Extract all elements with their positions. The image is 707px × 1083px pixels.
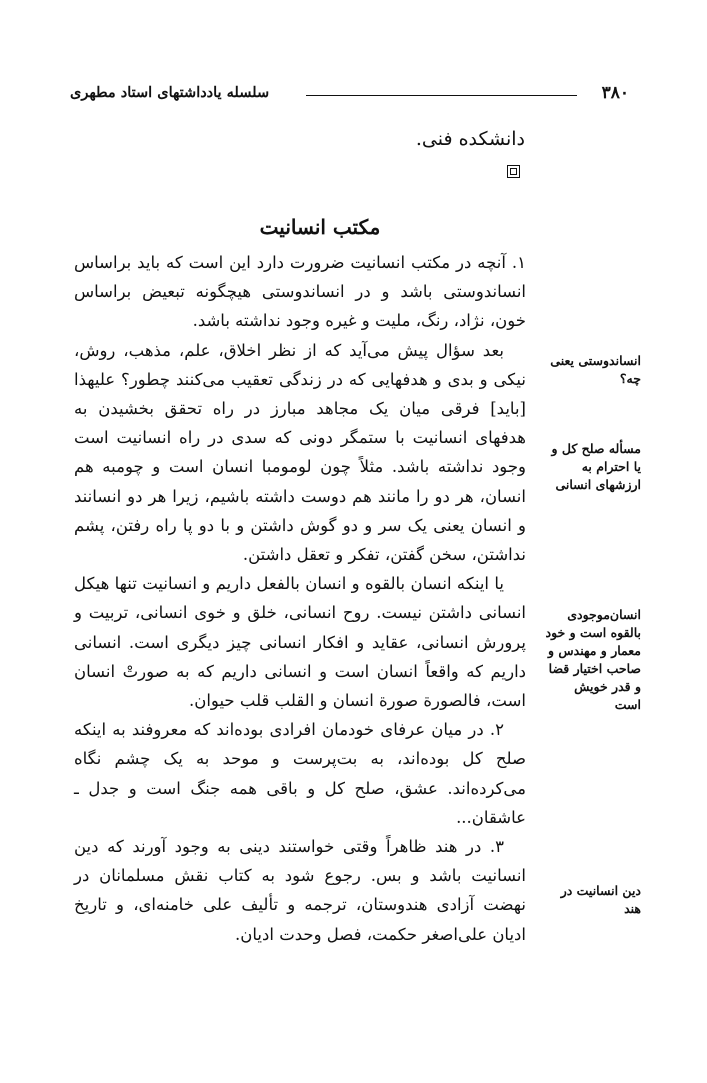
paragraph-5: ۳. در هند ظاهراً وقتی خواستند دینی به وجود آورند که دین انسانیت باشد و بس. رجوع شود به کتاب نقش مسلمانان در نهضت آزادی هندوستان، ترجمه و تألیف علی خامنه‌ای، و تاریخ ادیان علی‌اصغر حکمت، فصل وحدت ادیان. (74, 837, 526, 944)
series-title: سلسله یادداشتهای استاد مطهری (70, 84, 270, 101)
closing-line: دانشکده فنی. (415, 128, 525, 150)
paragraph-3: یا اینکه انسان بالقوه و انسان بالفعل داریم و انسانیت تنها هیکل انسانی داشتن نیست. روح انسانی، خلق و خوی انسانی، تربیت و پرورش انسانی، عقاید و افکار انسانی چیز دیگری است. انسانی داریم که واقعاً انسان است و انسانی داریم که به صورتْ انسان است، فالصورة صورة انسان و القلب قلب حیوان. (74, 574, 526, 711)
main-text (74, 248, 526, 949)
running-header (70, 83, 629, 107)
paragraph-1: ۱. آنچه در مکتب انسانیت ضرورت دارد این است که باید براساس انساندوستی باشد و در انساندوستی هیچگونه تبعیض براساس خون، نژاد، رنگ، ملیت و غیره وجود نداشته باشد. (74, 253, 526, 331)
side-note-religion-india: دین انسانیت در هند (560, 883, 641, 916)
header-rule (306, 95, 577, 96)
paragraph-4: ۲. در میان عرفای خودمان افرادی بوده‌اند که معروفند به اینکه صلح کل بوده‌اند، به بت‌پرست و موحد به یک چشم نگاه می‌کرده‌اند. عشق، صلح کل و باقی همه جنگ است و جدل ـ عاشقان... (74, 720, 526, 827)
end-mark-icon (507, 165, 520, 178)
paragraph-2: بعد سؤال پیش می‌آید که از نظر اخلاق، علم، مذهب، روش، نیکی و بدی و هدفهایی که در زندگی تعقیب می‌کنند چطور؟ علیهذا [باید] فرقی میان یک مجاهد مبارز در راه تحقق بخشیدن به هدفهای انسانیت با ستمگر دونی که سدی در راه انسانیت است وجود نداشته باشد. مثلاً چون لومومبا انسان است و چومبه هم انسان، هر دو را مانند هم دوست داشته باشیم، زیرا هر دو انسانند و انسان یعنی یک سر و دو گوش داشتن و با دو پا راه رفتن، پشم نداشتن، سخن گفتن، تفکر و تعقل داشتن. (74, 340, 526, 565)
side-note-universal-peace: مسأله صلح کل و یا احترام به ارزشهای انسانی (551, 441, 641, 492)
section-title: مکتب انسانیت (259, 215, 381, 239)
page-number: ۳۸۰ (601, 83, 629, 103)
side-note-humanism: انساندوستی یعنی چه؟ (550, 353, 641, 386)
side-note-potential-human: انسان‌موجودی بالقوه است و خود معمار و مهندس و صاحب اختیار قضا و قدر خویش است (545, 607, 641, 712)
